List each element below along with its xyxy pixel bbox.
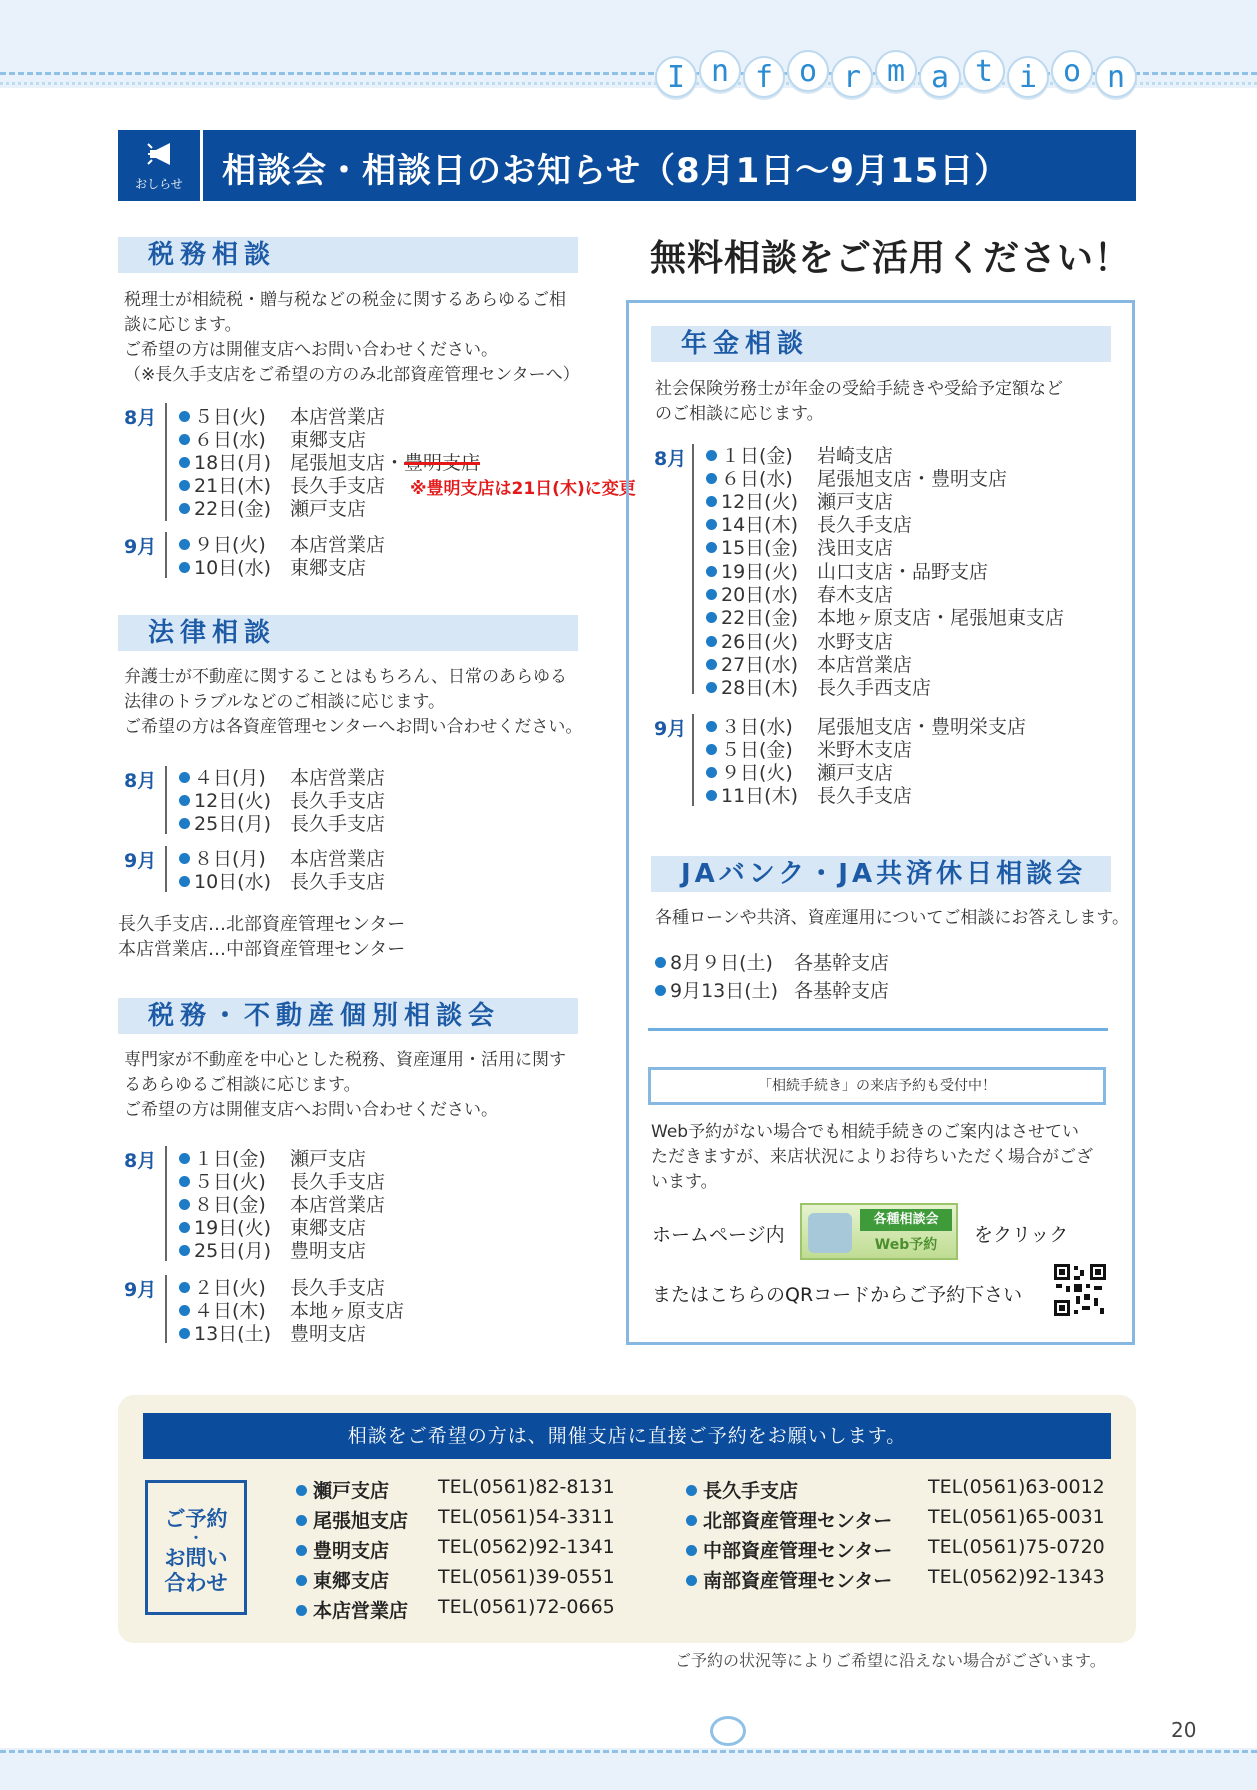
banner-letter: t [963, 50, 1005, 92]
bullet-icon [179, 457, 190, 468]
free-consultation-title: 無料相談をご活用ください！ [650, 237, 1132, 279]
schedule-place: 長久手支店 [290, 813, 386, 835]
schedule-place: 尾張旭支店・豊明支店 [817, 468, 1008, 490]
schedule-place: 本店営業店 [290, 1194, 386, 1216]
contact-label-box [145, 1480, 247, 1615]
branch-label: 東郷支店 [313, 1570, 390, 1592]
schedule-divider [692, 444, 694, 694]
bullet-icon [655, 985, 666, 996]
schedule-divider [165, 846, 167, 892]
schedule-date: １日(金) [194, 1148, 266, 1170]
branch-label: 尾張旭支店 [313, 1510, 409, 1532]
bullet-icon [179, 1176, 190, 1187]
branch-label: 南部資産管理センター [703, 1570, 893, 1592]
schedule-divider [165, 1146, 167, 1261]
desc-line: ご希望の方は開催支店へお問い合わせください。 [124, 1100, 498, 1120]
schedule-date: ９日(火) [194, 534, 266, 556]
schedule-date: 26日(火) [721, 631, 799, 653]
schedule-place: 本店営業店 [290, 848, 386, 870]
schedule-row [706, 781, 912, 808]
realestate-description [124, 1048, 566, 1123]
branch-name [296, 1506, 408, 1533]
thread-loop-icon [710, 1716, 746, 1746]
inheritance-description [651, 1120, 1093, 1195]
banner-letter: r [831, 56, 873, 98]
button-line-2: Web予約 [874, 1237, 938, 1253]
consultation-people-icon [808, 1213, 852, 1253]
schedule-date: ３日(水) [721, 716, 793, 738]
schedule-date: ６日(水) [721, 468, 793, 490]
schedule-place: 瀬戸支店 [290, 498, 367, 520]
bullet-icon [706, 450, 717, 461]
page-header [118, 130, 1136, 201]
bullet-icon [179, 539, 190, 550]
law-heading: 法律相談 [118, 615, 578, 651]
schedule-row [179, 494, 366, 521]
schedule-row [179, 1236, 366, 1263]
branch-tel: TEL(0561)82-8131 [438, 1476, 615, 1498]
schedule-row [706, 603, 1064, 630]
schedule-place: 瀬戸支店 [817, 491, 894, 513]
bullet-icon [686, 1515, 697, 1526]
holiday-description: 各種ローンや共済、資産運用についてご相談にお答えします。 [655, 908, 1129, 928]
megaphone-icon [146, 140, 180, 173]
branch-label: 長久手支店 [703, 1480, 799, 1502]
button-line-1: 各種相談会 [860, 1209, 952, 1231]
branch-name [686, 1476, 798, 1503]
schedule-place: 本地ヶ原支店 [290, 1300, 405, 1322]
banner-letter: n [699, 50, 741, 92]
bullet-icon [706, 721, 717, 732]
page-title: 相談会・相談日のお知らせ（8月1日〜9月15日） [222, 151, 1010, 191]
bullet-icon [706, 589, 717, 600]
schedule-place: 春木支店 [817, 584, 894, 606]
box-line: 合わせ [164, 1571, 228, 1595]
schedule-row [706, 673, 931, 700]
inheritance-notice: 「相続手続き」の来店予約も受付中！ [648, 1067, 1106, 1105]
branch-name [686, 1506, 892, 1533]
change-note: ※豊明支店は21日(木)に変更 [410, 479, 636, 499]
schedule-divider [165, 403, 167, 521]
bullet-icon [706, 682, 717, 693]
schedule-date: 9月13日(土) [670, 980, 779, 1002]
schedule-date: 27日(水) [721, 654, 799, 676]
branch-tel: TEL(0561)65-0031 [928, 1506, 1105, 1528]
schedule-place: 東郷支店 [290, 557, 367, 579]
pension-heading: 年金相談 [651, 326, 1111, 362]
schedule-place: 長久手支店 [290, 1277, 386, 1299]
schedule-place: 東郷支店 [290, 429, 367, 451]
schedule-place: 各基幹支店 [794, 980, 890, 1002]
page-number: 20 [1171, 1718, 1197, 1742]
month-label: 8月 [124, 1150, 157, 1172]
schedule-place: 本地ヶ原支店・尾張旭東支店 [817, 607, 1065, 629]
bullet-icon [179, 562, 190, 573]
branch-label: 瀬戸支店 [313, 1480, 390, 1502]
note-line: 本店営業店…中部資産管理センター [118, 939, 406, 960]
desc-line: います。 [651, 1172, 718, 1192]
bullet-icon [706, 496, 717, 507]
schedule-date: 19日(火) [721, 561, 799, 583]
schedule-date: 12日(火) [721, 491, 799, 513]
desc-line: 税理士が相続税・贈与税などの税金に関するあらゆるご相 [124, 290, 566, 310]
bullet-icon [179, 434, 190, 445]
month-label: 8月 [124, 407, 157, 429]
schedule-date: ４日(木) [194, 1300, 266, 1322]
desc-line: 社会保険労務士が年金の受給手続きや受給予定額など [655, 379, 1063, 399]
schedule-date: 25日(月) [194, 813, 272, 835]
information-banner [655, 50, 1137, 110]
box-line: お問い [164, 1546, 228, 1570]
bullet-icon [706, 612, 717, 623]
bottom-decorative-band [0, 1748, 1257, 1790]
bullet-icon [706, 566, 717, 577]
bullet-icon [706, 473, 717, 484]
schedule-place: 岩崎支店 [817, 445, 894, 467]
desc-line: ご希望の方は開催支店へお問い合わせください。 [124, 340, 498, 360]
schedule-divider [165, 1275, 167, 1343]
branch-tel: TEL(0561)54-3311 [438, 1506, 615, 1528]
schedule-date: ８日(金) [194, 1194, 266, 1216]
schedule-date: ４日(月) [194, 767, 266, 789]
month-label: 8月 [654, 448, 687, 470]
schedule-date: 25日(月) [194, 1240, 272, 1262]
tax-description [124, 288, 580, 388]
bullet-icon [706, 744, 717, 755]
bullet-icon [179, 1328, 190, 1339]
schedule-divider [165, 532, 167, 578]
schedule-date: ５日(金) [721, 739, 793, 761]
bullet-icon [179, 1245, 190, 1256]
holiday-heading: JAバンク・JA共済休日相談会 [651, 856, 1111, 892]
divider [648, 1028, 1108, 1031]
schedule-date: 15日(金) [721, 537, 799, 559]
click-label: をクリック [974, 1224, 1069, 1246]
schedule-place: 浅田支店 [817, 537, 894, 559]
schedule-date: 8月９日(土) [670, 952, 773, 974]
schedule-place: 長久手支店 [290, 871, 386, 893]
schedule-place: 瀬戸支店 [290, 1148, 367, 1170]
bullet-icon [296, 1575, 307, 1586]
schedule-place: 本店営業店 [817, 654, 913, 676]
schedule-place: 水野支店 [817, 631, 894, 653]
schedule-place: 長久手支店 [290, 790, 386, 812]
contact-banner: 相談をご希望の方は、開催支店に直接ご予約をお願いします。 [143, 1413, 1111, 1459]
desc-line: のご相談に応じます。 [655, 404, 824, 424]
schedule-place: 瀬戸支店 [817, 762, 894, 784]
tax-heading: 税務相談 [118, 237, 578, 273]
banner-letter: i [1007, 56, 1049, 98]
bullet-icon [296, 1515, 307, 1526]
branch-tel: TEL(0561)39-0551 [438, 1566, 615, 1588]
desc-line: 法律のトラブルなどのご相談に応じます。 [124, 692, 445, 712]
bullet-icon [179, 818, 190, 829]
schedule-row [179, 553, 366, 580]
schedule-place: 長久手西支店 [817, 677, 932, 699]
branch-name [296, 1566, 389, 1593]
bullet-icon [296, 1545, 307, 1556]
note-line: 長久手支店…北部資産管理センター [118, 914, 406, 935]
schedule-place: 長久手支店 [290, 1171, 386, 1193]
schedule-date: １日(金) [721, 445, 793, 467]
schedule-date: ９日(火) [721, 762, 793, 784]
holiday-row [655, 976, 889, 1003]
desc-line: 専門家が不動産を中心とした税務、資産運用・活用に関す [124, 1050, 566, 1070]
branch-tel: TEL(0562)92-1341 [438, 1536, 615, 1558]
branch-name [686, 1536, 892, 1563]
box-line: ・ [189, 1531, 203, 1547]
schedule-date: 10日(水) [194, 557, 272, 579]
bullet-icon [179, 1153, 190, 1164]
bullet-icon [179, 1222, 190, 1233]
branch-name [296, 1596, 408, 1623]
notice-icon-label: おしらせ [135, 177, 183, 191]
schedule-date: ２日(火) [194, 1277, 266, 1299]
bullet-icon [179, 1282, 190, 1293]
schedule-place: 豊明支店 [290, 1323, 367, 1345]
schedule-place: 長久手支店 [817, 514, 913, 536]
schedule-place: 尾張旭支店・ [290, 452, 405, 474]
branch-tel: TEL(0561)63-0012 [928, 1476, 1105, 1498]
schedule-place: 豊明支店 [290, 1240, 367, 1262]
branch-name [686, 1566, 892, 1593]
schedule-date: ５日(火) [194, 406, 266, 428]
qr-instruction: またはこちらのQRコードからご予約下さい [652, 1284, 1023, 1306]
branch-tel: TEL(0561)72-0665 [438, 1596, 615, 1618]
realestate-heading: 税務・不動産個別相談会 [118, 998, 578, 1034]
bullet-icon [686, 1485, 697, 1496]
schedule-date: 20日(水) [721, 584, 799, 606]
schedule-date: 28日(木) [721, 677, 799, 699]
homepage-label: ホームページ内 [652, 1224, 785, 1246]
schedule-place: 各基幹支店 [794, 952, 890, 974]
cancelled-place: 豊明支店 [404, 452, 481, 474]
schedule-place: 本店営業店 [290, 406, 386, 428]
schedule-date: 11日(木) [721, 785, 799, 807]
bullet-icon [296, 1605, 307, 1616]
branch-tel: TEL(0561)75-0720 [928, 1536, 1105, 1558]
month-label: 9月 [124, 850, 157, 872]
bullet-icon [296, 1485, 307, 1496]
holiday-row [655, 948, 889, 975]
schedule-place: 長久手支店 [290, 475, 386, 497]
month-label: 9月 [124, 536, 157, 558]
stitch-line [0, 1750, 1257, 1753]
branch-label: 北部資産管理センター [703, 1510, 893, 1532]
bullet-icon [179, 1305, 190, 1316]
branch-tel: TEL(0562)92-1343 [928, 1566, 1105, 1588]
notice-icon-box [118, 130, 203, 201]
banner-letter: n [1095, 56, 1137, 98]
bullet-icon [706, 636, 717, 647]
schedule-date: ５日(火) [194, 1171, 266, 1193]
desc-line: Web予約がない場合でも相続手続きのご案内はさせてい [651, 1122, 1080, 1142]
schedule-place: 本店営業店 [290, 534, 386, 556]
desc-line: ご希望の方は各資産管理センターへお問い合わせください。 [124, 717, 583, 737]
schedule-place: 尾張旭支店・豊明栄支店 [817, 716, 1027, 738]
schedule-date: 18日(月) [194, 452, 272, 474]
desc-line: ただきますが、来店状況によりお待ちいただく場合がござ [651, 1147, 1093, 1167]
bullet-icon [706, 767, 717, 778]
bullet-icon [706, 790, 717, 801]
branch-label: 豊明支店 [313, 1540, 390, 1562]
schedule-date: 22日(金) [721, 607, 799, 629]
schedule-date: 21日(木) [194, 475, 272, 497]
schedule-row [179, 809, 385, 836]
bullet-icon [706, 659, 717, 670]
banner-letter: I [655, 56, 697, 98]
bullet-icon [686, 1575, 697, 1586]
bullet-icon [179, 772, 190, 783]
bullet-icon [179, 795, 190, 806]
schedule-date: ６日(水) [194, 429, 266, 451]
schedule-date: 12日(火) [194, 790, 272, 812]
schedule-place: 米野木支店 [817, 739, 913, 761]
web-reservation-button[interactable] [800, 1203, 958, 1260]
bullet-icon [179, 1199, 190, 1210]
box-line: ご予約 [164, 1507, 228, 1531]
banner-letter: o [1051, 50, 1093, 92]
schedule-date: 19日(火) [194, 1217, 272, 1239]
desc-line: 談に応じます。 [124, 315, 242, 335]
qr-code-icon[interactable] [1052, 1262, 1108, 1318]
schedule-date: 10日(水) [194, 871, 272, 893]
law-description [124, 665, 582, 740]
schedule-divider [165, 766, 167, 834]
schedule-date: ８日(月) [194, 848, 266, 870]
branch-name [296, 1536, 389, 1563]
schedule-date: 22日(金) [194, 498, 272, 520]
schedule-place: 長久手支店 [817, 785, 913, 807]
schedule-date: 14日(木) [721, 514, 799, 536]
schedule-row [179, 1319, 366, 1346]
banner-letter: o [787, 50, 829, 92]
schedule-divider [692, 714, 694, 806]
footnote: ご予約の状況等によりご希望に沿えない場合がございます。 [675, 1651, 1106, 1670]
bullet-icon [179, 876, 190, 887]
bullet-icon [179, 411, 190, 422]
schedule-row [179, 867, 385, 894]
branch-label: 中部資産管理センター [703, 1540, 893, 1562]
desc-line: るあらゆるご相談に応じます。 [124, 1075, 361, 1095]
bullet-icon [706, 519, 717, 530]
schedule-place: 山口支店・品野支店 [817, 561, 989, 583]
banner-letter: f [743, 56, 785, 98]
bullet-icon [655, 957, 666, 968]
branch-name [296, 1476, 389, 1503]
month-label: 8月 [124, 770, 157, 792]
bullet-icon [179, 480, 190, 491]
law-notes [118, 912, 405, 962]
bullet-icon [179, 503, 190, 514]
schedule-row [706, 533, 893, 560]
schedule-place: 本店営業店 [290, 767, 386, 789]
branch-label: 本店営業店 [313, 1600, 409, 1622]
bullet-icon [686, 1545, 697, 1556]
banner-letter: a [919, 56, 961, 98]
schedule-place: 東郷支店 [290, 1217, 367, 1239]
month-label: 9月 [654, 718, 687, 740]
banner-letter: m [875, 50, 917, 92]
bullet-icon [179, 853, 190, 864]
month-label: 9月 [124, 1279, 157, 1301]
desc-line: 弁護士が不動産に関することはもちろん、日常のあらゆる [124, 667, 568, 687]
bullet-icon [706, 542, 717, 553]
desc-line: （※長久手支店をご希望の方のみ北部資産管理センターへ） [124, 365, 580, 385]
schedule-date: 13日(土) [194, 1323, 272, 1345]
pension-description [655, 377, 1063, 427]
